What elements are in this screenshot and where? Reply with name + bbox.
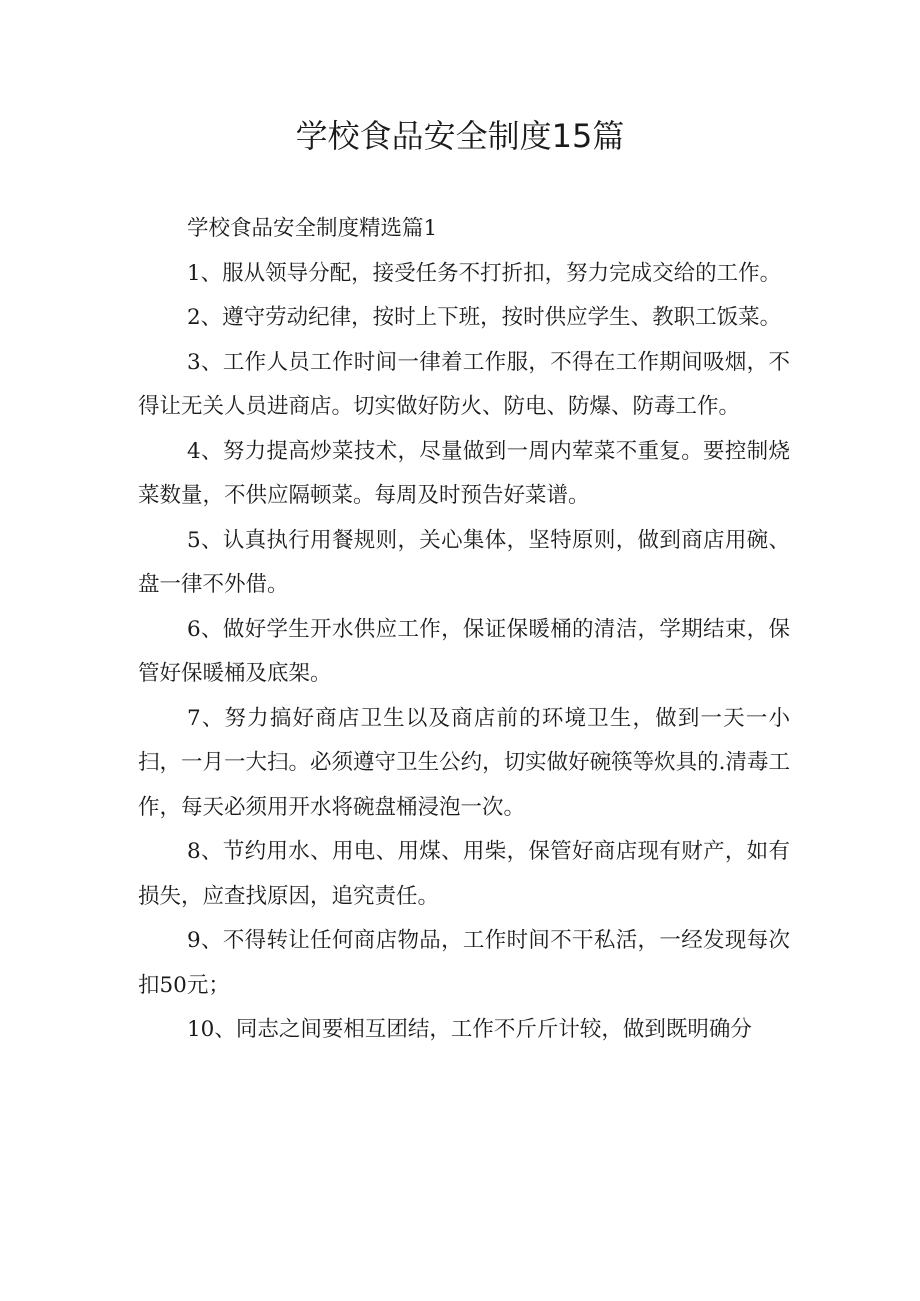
section-heading: 学校食品安全制度精选篇1: [187, 216, 438, 241]
paragraph-1: 1、服从领导分配，接受任务不打折扣，努力完成交给的工作。: [187, 260, 782, 286]
paragraph-4: 4、努力提高炒菜技术，尽量做到一周内荤菜不重复。要控制烧菜数量，不供应隔顿菜。每周及时预告好菜谱。: [138, 438, 790, 508]
page-title: 学校食品安全制度15篇: [295, 117, 625, 155]
paragraph-3: 3、工作人员工作时间一律着工作服，不得在工作期间吸烟，不得让无关人员进商店。切实做好防火、防电、防爆、防毒工作。: [138, 349, 790, 419]
paragraph-10: 10、同志之间要相互团结，工作不斤斤计较，做到既明确分: [187, 1017, 752, 1042]
paragraph-7: 7、努力搞好商店卫生以及商店前的环境卫生，做到一天一小扫，一月一大扫。必须遵守卫生公约，切实做好碗筷等炊具的.清毒工作，每天必须用开水将碗盘桶浸泡一次。: [138, 705, 790, 820]
paragraph-2: 2、遵守劳动纪律，按时上下班，按时供应学生、教职工饭菜。: [187, 305, 782, 330]
document-body: [138, 207, 790, 1053]
paragraph-5: 5、认真执行用餐规则，关心集体，坚特原则，做到商店用碗、盘一律不外借。: [138, 527, 790, 597]
paragraph-6: 6、做好学生开水供应工作，保证保暖桶的清洁，学期结束，保管好保暖桶及底架。: [138, 616, 790, 686]
paragraph-9: 9、不得转让任何商店物品，工作时间不干私活，一经发现每次扣50元；: [138, 928, 790, 998]
paragraph-8: 8、节约用水、用电、用煤、用柴，保管好商店现有财产，如有损失，应查找原因，追究责任。: [138, 839, 790, 909]
